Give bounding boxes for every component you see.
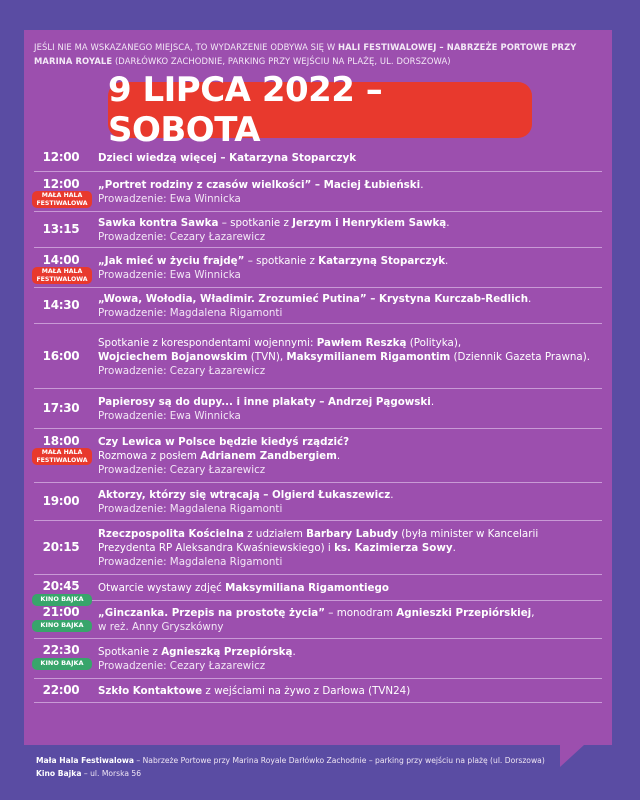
venue-notice bbox=[34, 40, 594, 68]
event-host-line: Prowadzenie: Cezary Łazarewicz bbox=[98, 365, 266, 377]
event-host-line: Prowadzenie: Ewa Winnicka bbox=[98, 410, 241, 422]
event-text-segment: (była minister w Kancelarii bbox=[398, 528, 539, 540]
event-host-line: Prowadzenie: Cezary Łazarewicz bbox=[98, 464, 266, 476]
event-text-segment: . bbox=[292, 646, 296, 658]
event-host-line: Prowadzenie: Magdalena Rigamonti bbox=[98, 556, 283, 568]
event-text-segment: ks. Kazimierza Sowy bbox=[334, 542, 453, 554]
event-host-line: Prowadzenie: Ewa Winnicka bbox=[98, 193, 241, 205]
event-text-segment: . bbox=[420, 179, 424, 191]
event-row bbox=[34, 521, 602, 575]
event-text-segment: z udziałem bbox=[243, 528, 307, 540]
event-text-segment: – spotkanie z bbox=[244, 255, 319, 267]
event-row bbox=[34, 248, 602, 288]
event-row bbox=[34, 212, 602, 248]
event-text-segment: Agnieszki Przepiórskiej bbox=[396, 607, 532, 619]
event-text-segment: „Wowa, Wołodia, Władimir. Zrozumieć Putina” – Krystyna Kurczab-Redlich bbox=[98, 293, 529, 305]
event-row bbox=[34, 575, 602, 604]
event-description bbox=[98, 684, 598, 698]
event-text-segment: Papierosy są do dupy... i inne plakaty – Andrzej Pągowski bbox=[98, 396, 431, 408]
event-text-segment: „Portret rodziny z czasów wielkości” – Maciej Łubieński bbox=[98, 179, 421, 191]
event-text-segment: Spotkanie z bbox=[98, 646, 162, 658]
event-time: 12:00 bbox=[42, 177, 80, 191]
event-text-segment: Czy Lewica w Polsce będzie kiedyś rządzić? bbox=[98, 436, 350, 448]
event-title-line bbox=[98, 684, 598, 698]
footer-address-2: – ul. Morska 56 bbox=[81, 769, 142, 778]
event-text-segment: „Ginczanka. Przepis na prostotę życia” bbox=[98, 607, 326, 619]
event-text-segment: Rzeczpospolita Kościelna bbox=[98, 528, 244, 540]
event-title-line bbox=[98, 645, 598, 659]
event-text-segment: . bbox=[336, 450, 341, 462]
event-row bbox=[34, 143, 602, 172]
event-text-segment: (TVN), bbox=[247, 351, 287, 363]
event-second-line bbox=[98, 541, 598, 555]
event-host-line: Prowadzenie: Magdalena Rigamonti bbox=[98, 503, 283, 515]
event-row bbox=[34, 679, 602, 703]
event-text-segment: Wojciechem Bojanowskim bbox=[98, 351, 248, 363]
event-text-segment: z wejściami na żywo z Darłowa (TVN24) bbox=[202, 685, 411, 697]
event-host-line: Prowadzenie: Magdalena Rigamonti bbox=[98, 307, 283, 319]
event-title-line bbox=[98, 216, 598, 230]
event-time: 14:00 bbox=[42, 253, 80, 267]
event-second-line bbox=[98, 350, 598, 364]
event-text-segment: – monodram bbox=[325, 607, 397, 619]
event-time: 19:00 bbox=[42, 494, 80, 508]
event-row bbox=[34, 639, 602, 679]
event-text-segment: „Jak mieć w życiu frajdę” bbox=[98, 255, 245, 267]
event-description bbox=[98, 254, 598, 282]
event-title-line bbox=[98, 527, 598, 541]
event-description bbox=[98, 527, 598, 569]
event-time: 22:30 bbox=[42, 643, 80, 657]
kino-bajka-tag: KINO BAJKA bbox=[32, 620, 92, 632]
event-description bbox=[98, 581, 598, 595]
notice-text: JEŚLI NIE MA WSKAZANEGO MIEJSCA, TO WYDARZENIE ODBYWA SIĘ W bbox=[34, 42, 336, 52]
event-row bbox=[34, 389, 602, 429]
event-title-line bbox=[98, 606, 598, 620]
event-description bbox=[98, 216, 598, 244]
footer-venue-2: Kino Bajka bbox=[36, 769, 82, 778]
event-time: 12:00 bbox=[42, 150, 80, 164]
event-text-segment: Barbary Labudy bbox=[306, 528, 398, 540]
event-title-line bbox=[98, 395, 598, 409]
mala-hala-tag: MAŁA HALA FESTIWALOWA bbox=[32, 191, 92, 208]
event-text-segment: , bbox=[531, 607, 535, 619]
event-description bbox=[98, 336, 598, 378]
kino-bajka-tag: KINO BAJKA bbox=[32, 658, 92, 670]
event-text-segment: Sawka kontra Sawka bbox=[98, 217, 219, 229]
kino-bajka-tag: KINO BAJKA bbox=[32, 594, 92, 606]
notice-address: (DARŁÓWKO ZACHODNIE, PARKING PRZY WEJŚCIU NA PLAŻĘ, UL. DORSZOWA) bbox=[114, 56, 451, 66]
event-text-segment: Adrianem Zandbergiem bbox=[200, 450, 337, 462]
event-text-segment: Otwarcie wystawy zdjęć bbox=[98, 582, 226, 594]
event-description bbox=[98, 151, 598, 165]
event-description bbox=[98, 488, 598, 516]
event-time: 14:30 bbox=[42, 298, 80, 312]
event-time: 21:00 bbox=[42, 605, 80, 619]
schedule-list bbox=[34, 143, 602, 703]
event-row bbox=[34, 172, 602, 212]
event-time: 20:15 bbox=[42, 540, 80, 554]
event-title-line bbox=[98, 581, 598, 595]
event-text-segment: Agnieszką Przepiórską bbox=[161, 646, 293, 658]
event-title-line bbox=[98, 435, 598, 449]
mala-hala-tag: MAŁA HALA FESTIWALOWA bbox=[32, 267, 92, 284]
footer-venue-1: Mała Hala Festiwalowa bbox=[36, 756, 134, 765]
event-row bbox=[34, 429, 602, 483]
event-title-line bbox=[98, 254, 598, 268]
event-text-segment: Rozmowa z posłem bbox=[98, 450, 201, 462]
event-time: 13:15 bbox=[42, 222, 80, 236]
event-time: 20:45 bbox=[42, 579, 80, 593]
event-time: 18:00 bbox=[42, 434, 80, 448]
date-banner: 9 LIPCA 2022 – SOBOTA bbox=[108, 82, 532, 138]
event-text-segment: Aktorzy, którzy się wtrącają – Olgierd Łukaszewicz bbox=[98, 489, 391, 501]
event-title-line bbox=[98, 292, 598, 306]
event-host-line: Prowadzenie: Cezary Łazarewicz bbox=[98, 231, 266, 243]
footer-address-1: – Nabrzeże Portowe przy Marina Royale Darłówko Zachodnie – parking przy wejściu na plażę (ul. Dorszowa) bbox=[134, 756, 545, 765]
event-time: 16:00 bbox=[42, 349, 80, 363]
event-time: 22:00 bbox=[42, 683, 80, 697]
event-host-line: Prowadzenie: Cezary Łazarewicz bbox=[98, 660, 266, 672]
event-second-line bbox=[98, 449, 598, 463]
event-description bbox=[98, 606, 598, 634]
footer-legend bbox=[36, 754, 616, 780]
notice-venue: HALI FESTIWALOWEJ – NABRZEŻE PORTOWE PRZY MARINA ROYALE bbox=[34, 42, 577, 66]
event-host-line: w reż. Anny Gryszkówny bbox=[98, 621, 224, 633]
event-text-segment: Szkło Kontaktowe bbox=[98, 685, 203, 697]
event-description bbox=[98, 435, 598, 477]
mala-hala-tag: MAŁA HALA FESTIWALOWA bbox=[32, 448, 92, 465]
event-row bbox=[34, 483, 602, 521]
event-text-segment: Katarzyną Stoparczyk bbox=[318, 255, 446, 267]
event-description bbox=[98, 292, 598, 320]
event-text-segment: Maksymiliana Rigamontiego bbox=[225, 582, 389, 594]
event-text-segment: – spotkanie z bbox=[218, 217, 293, 229]
event-text-segment: Maksymilianem Rigamontim bbox=[286, 351, 451, 363]
event-text-segment: Prezydenta RP Aleksandra Kwaśniewskiego) i bbox=[98, 542, 335, 554]
event-text-segment: (Dziennik Gazeta Prawna). bbox=[450, 351, 591, 363]
event-time: 17:30 bbox=[42, 401, 80, 415]
event-text-segment: (Polityka), bbox=[406, 337, 462, 349]
event-text-segment: . bbox=[452, 542, 456, 554]
event-title-line bbox=[98, 488, 598, 502]
event-text-segment: Jerzym i Henrykiem Sawką bbox=[292, 217, 447, 229]
event-description bbox=[98, 395, 598, 423]
event-description bbox=[98, 645, 598, 673]
event-row bbox=[34, 601, 602, 639]
event-title-line bbox=[98, 336, 598, 350]
event-text-segment: . bbox=[390, 489, 394, 501]
event-text-segment: Spotkanie z korespondentami wojennymi: bbox=[98, 337, 317, 349]
event-row bbox=[34, 288, 602, 324]
event-text-segment: . bbox=[430, 396, 435, 408]
event-text-segment: Dzieci wiedzą więcej – Katarzyna Stoparczyk bbox=[98, 152, 357, 164]
event-host-line: Prowadzenie: Ewa Winnicka bbox=[98, 269, 241, 281]
event-title-line bbox=[98, 178, 598, 192]
event-row bbox=[34, 324, 602, 389]
event-description bbox=[98, 178, 598, 206]
event-text-segment: . bbox=[528, 293, 532, 305]
event-text-segment: Pawłem Reszką bbox=[316, 337, 407, 349]
event-title-line bbox=[98, 151, 598, 165]
event-text-segment: . bbox=[445, 255, 449, 267]
event-text-segment: . bbox=[446, 217, 450, 229]
